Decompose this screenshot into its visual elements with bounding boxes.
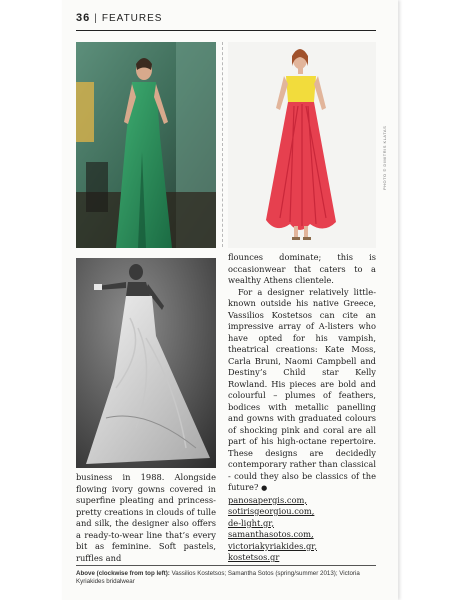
section-title: FEATURES	[101, 12, 163, 24]
photo-coral-skirt	[228, 42, 376, 248]
link-panosapergis[interactable]: panosapergis.com,	[228, 494, 307, 505]
page-number: 36	[76, 12, 91, 24]
paragraph-right-2-text: For a designer relatively little-known outside his native Greece, Vassilios Kostetsos can cite an impressive array of A-listers who have opted for his vampish, theatrical creations: Kate Moss, Carla Bruni, Naomi Campbell and Destiny’s Child star Kelly Rowland. His pieces are bold and colourful – plumes of feathers, bodices with metallic panelling and gowns with graduated colours of shocking pink and coral are all part of his high-octane repertoire. These designs are decidedly contemporary rather than classical - could they also be classics of the future?	[228, 286, 376, 492]
photo-bridal-gown	[76, 258, 216, 468]
photo-credit: PHOTO © DIMITRIS KLATAS	[382, 125, 387, 190]
link-victoriakyriakides[interactable]: victoriakyriakides.gr,	[228, 540, 317, 551]
link-sotirisgeorgiou[interactable]: sotirisgeorgiou.com,	[228, 506, 315, 516]
paragraph-right-2	[228, 287, 376, 495]
photo-caption	[76, 570, 376, 586]
photo-green-gown	[76, 42, 216, 248]
header-separator: |	[94, 12, 98, 24]
paragraph-left: business in 1988. Alongside flowing ivory gowns covered in superfine pleating and princess-pretty creations in clouds of tulle and silk, the designer also offers a ready-to-wear line that’s every bit as feminine. Soft pastels, ruffles and	[76, 472, 216, 563]
caption-rule	[76, 565, 376, 566]
link-samanthasotos[interactable]: samanthasotos.com,	[228, 529, 314, 539]
header-rule	[76, 30, 376, 31]
article-text-left	[76, 472, 216, 564]
paragraph-right-1: flounces dominate; this is occasionwear that caters to a wealthy Athens clientele.	[228, 252, 376, 285]
caption-lead: Above (clockwise from top left):	[76, 570, 170, 577]
link-de-light[interactable]: de-light.gr,	[228, 517, 274, 528]
page-header	[76, 12, 162, 24]
caption-rest: Vassilios Kostetsos; Samantha Sotos (spring/summer 2013); Victoria Kyriakides bridalwear	[76, 570, 360, 585]
article-text-right	[228, 252, 376, 564]
link-kostetsos[interactable]: kostetsos.gr	[228, 552, 280, 562]
magazine-page	[62, 0, 398, 600]
end-mark: ●	[261, 484, 268, 492]
column-divider	[222, 42, 223, 247]
designer-links	[228, 495, 376, 564]
